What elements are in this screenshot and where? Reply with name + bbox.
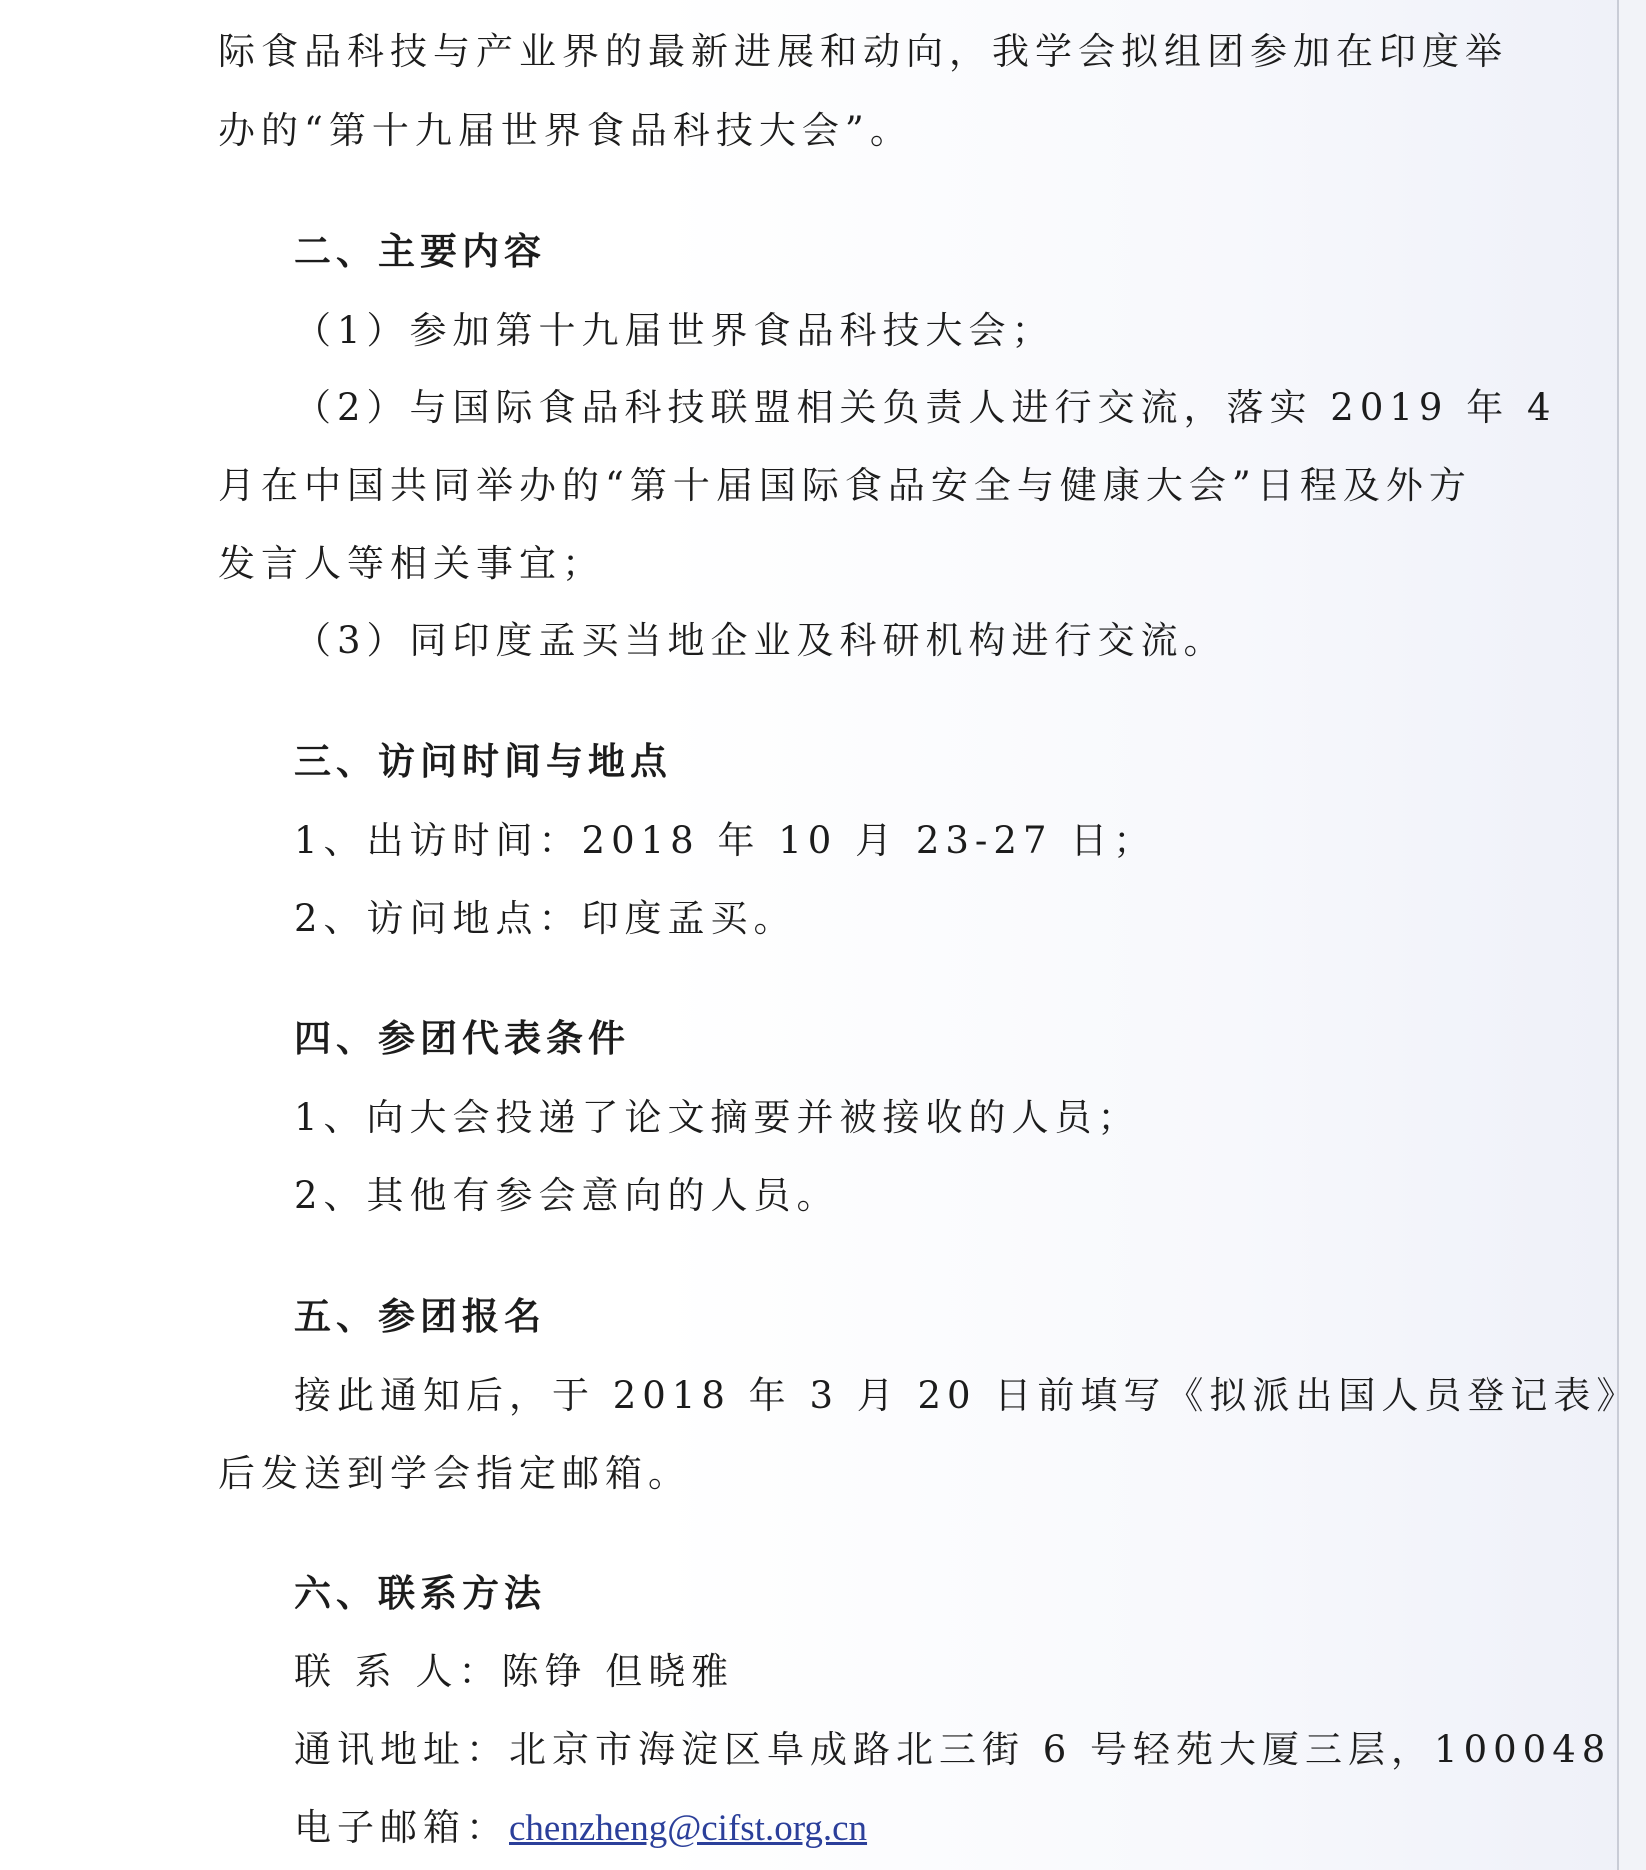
section-4-item-2: 2、其他有参会意向的人员。	[294, 1174, 840, 1217]
intro-line-2: 办的“第十九届世界食品科技大会”。	[218, 109, 913, 152]
intro-line-1: 际食品科技与产业界的最新进展和动向，我学会拟组团参加在印度举	[218, 30, 1508, 73]
section-4-heading: 四、参团代表条件	[294, 1017, 630, 1060]
section-2-item-2-line-1: （2）与国际食品科技联盟相关负责人进行交流，落实 2019 年 4	[294, 386, 1557, 429]
email-link[interactable]: chenzheng@cifst.org.cn	[509, 1808, 868, 1849]
contact-person: 联 系 人：陈铮 但晓雅	[294, 1650, 735, 1693]
section-3-item-2: 2、访问地点：印度孟买。	[294, 897, 797, 940]
section-3-item-1: 1、出访时间：2018 年 10 月 23-27 日；	[294, 819, 1157, 862]
section-5-heading: 五、参团报名	[294, 1295, 546, 1338]
section-5-line-2: 后发送到学会指定邮箱。	[218, 1452, 691, 1495]
email-label: 电子邮箱：	[294, 1806, 509, 1849]
section-3-heading: 三、访问时间与地点	[294, 740, 672, 783]
section-2-heading: 二、主要内容	[294, 230, 546, 273]
section-6-heading: 六、联系方法	[294, 1572, 546, 1615]
section-2-item-3: （3）同印度孟买当地企业及科研机构进行交流。	[294, 619, 1227, 662]
section-2-item-1: （1）参加第十九届世界食品科技大会；	[294, 309, 1055, 352]
section-2-item-2-line-2: 月在中国共同举办的“第十届国际食品安全与健康大会”日程及外方	[218, 464, 1472, 507]
section-2-item-2-line-3: 发言人等相关事宜；	[218, 542, 605, 585]
email-row	[294, 1804, 867, 1853]
section-5-line-1: 接此通知后，于 2018 年 3 月 20 日前填写《拟派出国人员登记表》	[294, 1374, 1640, 1417]
section-4-item-1: 1、向大会投递了论文摘要并被接收的人员；	[294, 1096, 1141, 1139]
mailing-address: 通讯地址：北京市海淀区阜成路北三街 6 号轻苑大厦三层，100048	[294, 1728, 1612, 1771]
